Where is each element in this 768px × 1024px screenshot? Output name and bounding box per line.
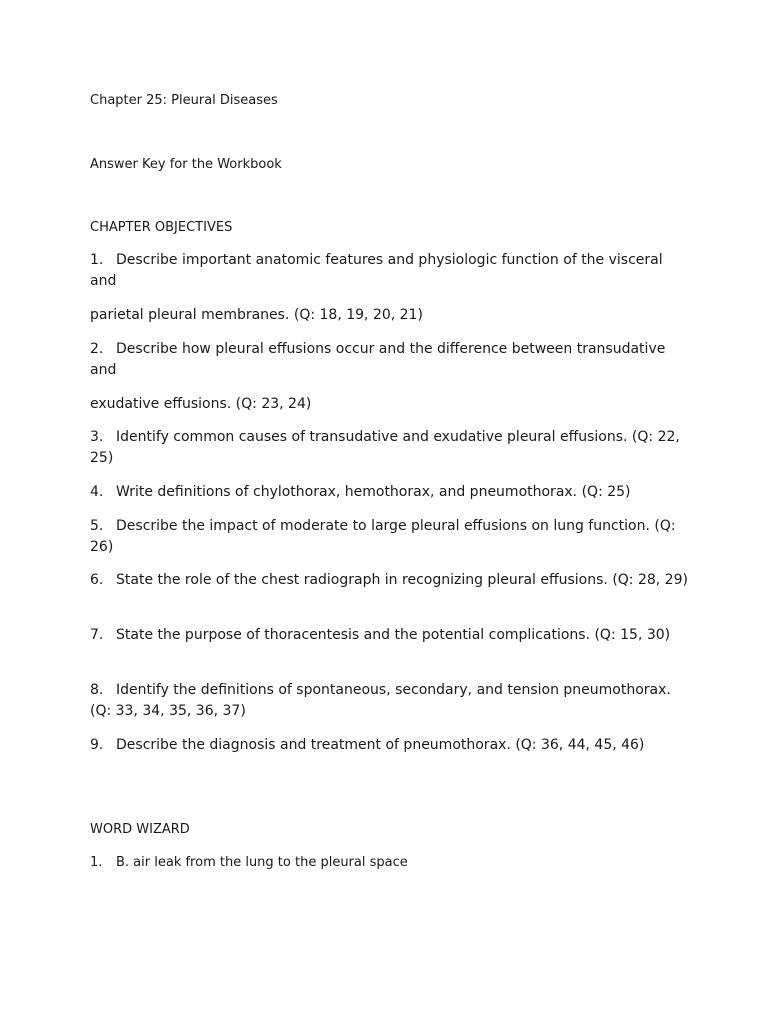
objective-6 [90,570,690,591]
objective-number: 9. [90,737,104,753]
objective-4 [90,482,690,503]
word-wizard-item-1 [90,852,408,873]
word-wizard-text: B. air leak from the lung to the pleural space [116,855,408,870]
objectives-heading: CHAPTER OBJECTIVES [90,220,233,235]
objective-text: Describe the impact of moderate to large pleural effusions on lung function. (Q: 26) [90,518,676,555]
objective-text: Describe how pleural effusions occur and the difference between transudative and [90,341,666,378]
chapter-title: Chapter 25: Pleural Diseases [90,93,278,108]
word-wizard-heading: WORD WIZARD [90,822,190,837]
objective-number: 1. [90,252,104,268]
objective-number: 7. [90,627,104,643]
objective-5 [90,516,690,558]
objective-text: Describe important anatomic features and physiologic function of the visceral and [90,252,663,289]
objective-text: Describe the diagnosis and treatment of pneumothorax. (Q: 36, 44, 45, 46) [116,737,645,753]
objective-text: State the purpose of thoracentesis and the potential complications. (Q: 15, 30) [116,627,671,643]
objective-2-line-1 [90,339,690,381]
objective-7 [90,625,690,646]
objective-number: 4. [90,484,104,500]
objective-number: 2. [90,341,104,357]
objective-9 [90,735,690,756]
objective-1-line-2: parietal pleural membranes. (Q: 18, 19, 20, 21) [90,307,423,323]
objective-text: Write definitions of chylothorax, hemothorax, and pneumothorax. (Q: 25) [116,484,631,500]
objective-number: 8. [90,682,104,698]
objective-3 [90,427,690,469]
word-wizard-number: 1. [90,855,103,870]
objective-number: 5. [90,518,104,534]
objective-number: 6. [90,572,104,588]
objective-1-line-1 [90,250,690,292]
objective-2-line-2: exudative effusions. (Q: 23, 24) [90,396,312,412]
objective-8 [90,680,690,722]
objective-text: Identify common causes of transudative and exudative pleural effusions. (Q: 22, 25) [90,429,680,466]
objective-text: Identify the definitions of spontaneous, secondary, and tension pneumothorax. (Q: 33, 34, 35, 36, 37) [90,682,671,719]
answer-key-subtitle: Answer Key for the Workbook [90,157,282,172]
objective-number: 3. [90,429,104,445]
objective-text: State the role of the chest radiograph in recognizing pleural effusions. (Q: 28, 29) [116,572,688,588]
